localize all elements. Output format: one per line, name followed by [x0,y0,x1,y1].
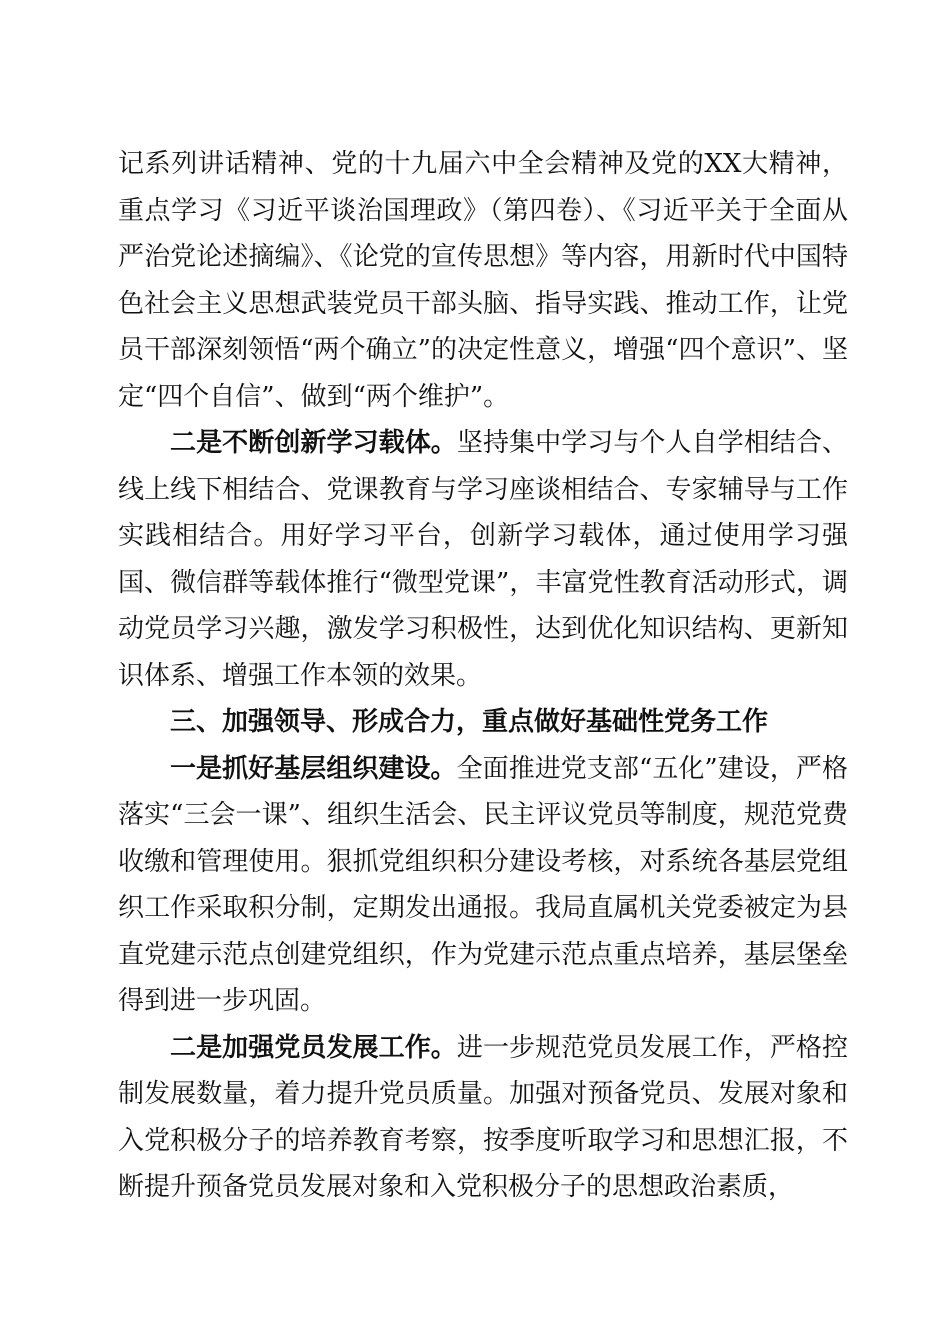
paragraph-lead: 二是加强党员发展工作。 [170,1032,457,1063]
document-page [118,141,848,1211]
paragraph-continuation [118,141,848,420]
paragraph-text: 全面推进党支部“五化”建设，严格落实“三会一课”、组织生活会、民主评议党员等制度，规范党费收缴和管理使用。狠抓党组织积分建设考核，对系统各基层党组织工作采取积分制，定期发出通报。我局直属机关党委被定为县直党建示范点创建党组织，作为党建示范点重点培养，基层堡垒得到进一步巩固。 [118,753,848,1016]
section-heading: 三、加强领导、形成合力，重点做好基础性党务工作 [170,707,769,737]
paragraph-text: 记系列讲话精神、党的十九届六中全会精神及党的XX大精神，重点学习《习近平谈治国理政》（第四卷）、《习近平关于全面从严治党论述摘编》、《论党的宣传思想》等内容，用新时代中国特色社会主义思想武装党员干部头脑、指导实践、推动工作，让党员干部深刻领悟“两个确立”的决定性意义，增强“四个意识”、坚定“四个自信”、做到“两个维护”。 [118,149,848,412]
paragraph-lead: 一是抓好基层组织建设。 [170,753,457,784]
paragraph-lead: 二是不断创新学习载体。 [170,428,457,458]
paragraph-text: 坚持集中学习与个人自学相结合、线上线下相结合、党课教育与学习座谈相结合、专家辅导与工作实践相结合。用好学习平台，创新学习载体，通过使用学习强国、微信群等载体推行“微型党课”，丰富党性教育活动形式，调动党员学习兴趣，激发学习积极性，达到优化知识结构、更新知识体系、增强工作本领的效果。 [118,428,848,691]
paragraph-member-development [118,1025,848,1211]
paragraph-learning-carrier [118,420,848,699]
paragraph-text: 进一步规范党员发展工作，严格控制发展数量，着力提升党员质量。加强对预备党员、发展对象和入党积极分子的培养教育考察，按季度听取学习和思想汇报，不断提升预备党员发展对象和入党积极分子的思想政治素质， [118,1032,848,1202]
paragraph-grassroots-org [118,746,848,1025]
